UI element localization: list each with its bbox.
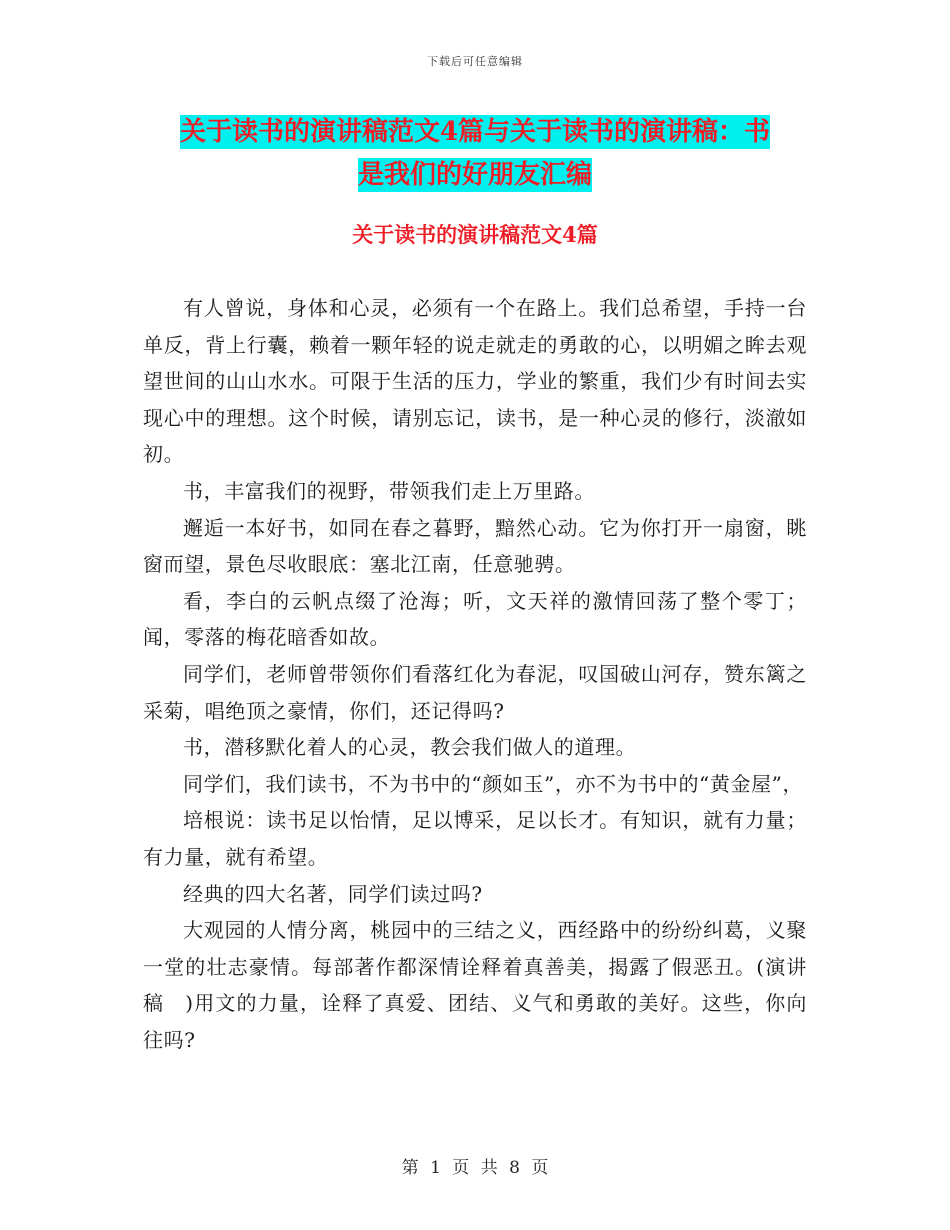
- paragraph: 邂逅一本好书，如同在春之暮野，黯然心动。它为你打开一扇窗，眺窗而望，景色尽收眼底：塞北江南，任意驰骋。: [143, 515, 807, 577]
- paragraph: 经典的四大名著，同学们读过吗?: [183, 881, 483, 906]
- title-line-2: 是我们的好朋友汇编: [357, 160, 592, 190]
- paragraph: 看，李白的云帆点缀了沧海；听，文天祥的激情回荡了整个零丁；闻，零落的梅花暗香如故。: [143, 588, 807, 650]
- page-footer: 第 1 页 共 8 页: [401, 1158, 549, 1178]
- section-heading: 关于读书的演讲稿范文4篇: [352, 222, 598, 247]
- body-text: [143, 290, 807, 1058]
- document-title: [150, 111, 800, 197]
- paragraph: 培根说：读书足以怡情，足以博采，足以长才。有知识，就有力量；有力量，就有希望。: [143, 808, 807, 869]
- paragraph: 书，潜移默化着人的心灵，教会我们做人的道理。: [183, 735, 637, 760]
- paragraph: 大观园的人情分离，桃园中的三结之义，西经路中的纷纷纠葛，义聚一堂的壮志豪情。每部著作都深情诠释着真善美，揭露了假恶丑。(演讲稿 )用文的力量，诠释了真爱、团结、义气和勇敢的美好。这些，你向往吗?: [143, 918, 807, 1052]
- paragraph: 同学们，老师曾带领你们看落红化为春泥，叹国破山河存，赞东篱之采菊，唱绝顶之豪情，你们，还记得吗?: [143, 661, 807, 723]
- paragraph: 同学们，我们读书，不为书中的“颜如玉”，亦不为书中的“黄金屋”，: [183, 771, 804, 796]
- paragraph: 书，丰富我们的视野，带领我们走上万里路。: [183, 478, 595, 503]
- title-line-1: 关于读书的演讲稿范文4篇与关于读书的演讲稿：书: [179, 117, 771, 147]
- header-note: 下载后可任意编辑: [427, 55, 523, 68]
- paragraph: 有人曾说，身体和心灵，必须有一个在路上。我们总希望，手持一台单反，背上行囊，赖着一颗年轻的说走就走的勇敢的心，以明媚之眸去观望世间的山山水水。可限于生活的压力，学业的繁重，我们少有时间去实现心中的理想。这个时候，请别忘记，读书，是一种心灵的修行，淡澈如初。: [143, 296, 807, 467]
